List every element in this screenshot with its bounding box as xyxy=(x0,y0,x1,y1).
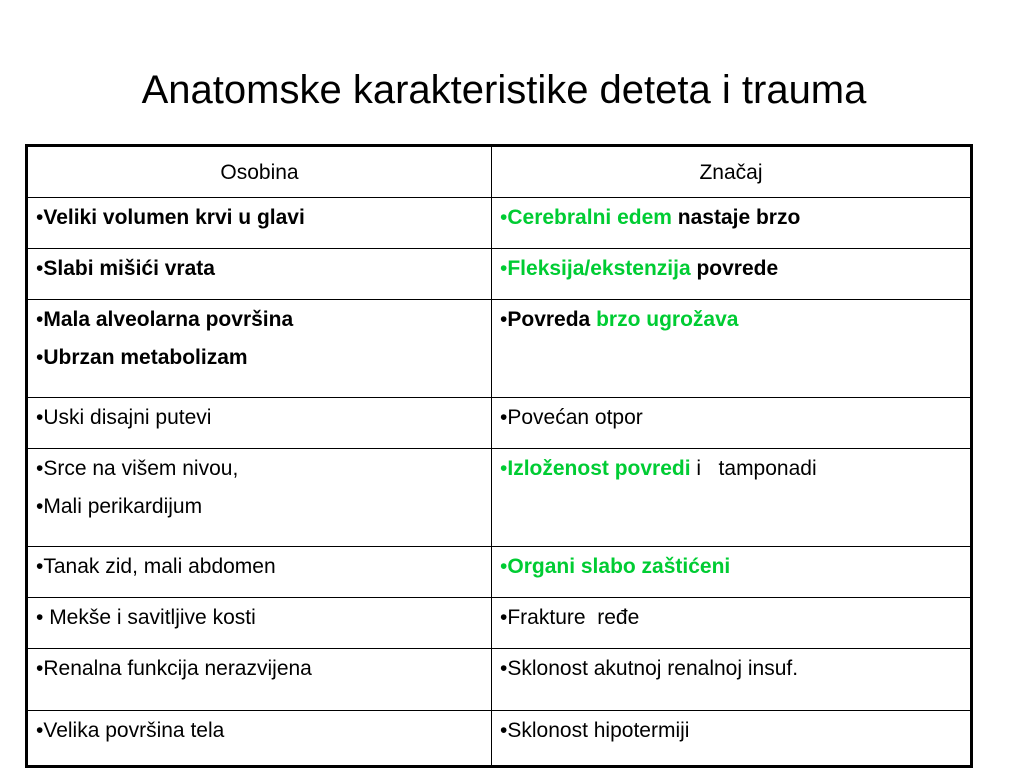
table-row xyxy=(27,649,972,711)
cell-text: Frakture ređe xyxy=(507,606,640,629)
cell-text: Uski disajni putevi xyxy=(43,406,212,429)
table-header-row xyxy=(27,146,972,198)
table-row xyxy=(27,249,972,300)
highlight-text: Organi slabo zaštićeni xyxy=(507,555,731,578)
table-row xyxy=(27,198,972,249)
table-body xyxy=(27,198,972,767)
bullet-line xyxy=(500,657,962,681)
cell-znacaj xyxy=(492,711,972,767)
bullet-line xyxy=(500,719,962,743)
table-row xyxy=(27,547,972,598)
highlight-text: Fleksija/ekstenzija xyxy=(507,257,691,280)
bullet-line xyxy=(36,308,483,332)
bullet-line xyxy=(36,457,483,481)
table-row xyxy=(27,449,972,547)
bullet-line xyxy=(36,495,483,519)
cell-text: Sklonost akutnoj renalnoj insuf. xyxy=(507,657,799,680)
highlight-text: brzo ugrožava xyxy=(596,308,739,331)
cell-znacaj xyxy=(492,547,972,598)
cell-osobina xyxy=(27,249,492,300)
bullet-glyph: • xyxy=(36,555,44,578)
cell-osobina xyxy=(27,711,492,767)
bullet-line xyxy=(36,406,483,430)
cell-znacaj xyxy=(492,649,972,711)
cell-text: Mala alveolarna površina xyxy=(43,308,294,331)
cell-znacaj xyxy=(492,198,972,249)
bullet-glyph: • xyxy=(500,406,508,429)
bullet-glyph: • xyxy=(500,308,508,331)
highlight-text: Cerebralni edem xyxy=(507,206,672,229)
bullet-glyph: • xyxy=(36,257,44,280)
bullet-line xyxy=(36,346,483,370)
bullet-line xyxy=(36,257,483,281)
bullet-glyph: • xyxy=(500,719,508,742)
cell-text: Sklonost hipotermiji xyxy=(507,719,690,742)
bullet-glyph: • xyxy=(500,555,508,578)
bullet-glyph: • xyxy=(500,606,508,629)
cell-znacaj xyxy=(492,598,972,649)
cell-text: Mali perikardijum xyxy=(43,495,203,518)
cell-text: Povreda xyxy=(507,308,597,331)
cell-text: Veliki volumen krvi u glavi xyxy=(43,206,305,229)
bullet-glyph: • xyxy=(36,308,44,331)
cell-text: Povećan otpor xyxy=(507,406,643,429)
bullet-glyph: • xyxy=(500,657,508,680)
header-osobina: Osobina xyxy=(27,146,492,198)
bullet-glyph: • xyxy=(36,495,44,518)
bullet-glyph: • xyxy=(36,206,44,229)
cell-osobina xyxy=(27,300,492,398)
cell-osobina xyxy=(27,198,492,249)
bullet-line xyxy=(500,606,962,630)
bullet-line xyxy=(500,457,962,481)
bullet-glyph: • xyxy=(36,657,44,680)
bullet-line xyxy=(500,257,962,281)
cell-text: Tanak zid, mali abdomen xyxy=(43,555,276,578)
bullet-glyph: • xyxy=(36,457,44,480)
cell-text: Srce na višem nivou, xyxy=(43,457,239,480)
header-znacaj: Značaj xyxy=(492,146,972,198)
bullet-glyph: • xyxy=(36,346,44,369)
bullet-glyph: • xyxy=(500,257,508,280)
bullet-glyph: • xyxy=(36,719,44,742)
cell-text: povrede xyxy=(690,257,779,280)
bullet-line xyxy=(500,555,962,579)
bullet-glyph: • xyxy=(36,406,44,429)
bullet-glyph: • xyxy=(36,606,44,629)
bullet-line xyxy=(36,606,483,630)
bullet-line xyxy=(36,206,483,230)
bullet-line xyxy=(36,657,483,681)
highlight-text: Izloženost povredi xyxy=(507,457,691,480)
cell-osobina xyxy=(27,449,492,547)
table-row xyxy=(27,398,972,449)
cell-text: Mekše i savitljive kosti xyxy=(43,606,256,629)
table-row xyxy=(27,598,972,649)
table-row xyxy=(27,300,972,398)
cell-osobina xyxy=(27,547,492,598)
bullet-line xyxy=(36,555,483,579)
bullet-line xyxy=(500,206,962,230)
bullet-line xyxy=(500,406,962,430)
slide-title: Anatomske karakteristike deteta i trauma xyxy=(141,68,867,112)
bullet-glyph: • xyxy=(500,206,508,229)
cell-text: Renalna funkcija nerazvijena xyxy=(43,657,312,680)
bullet-glyph: • xyxy=(500,457,508,480)
cell-text: i tamponadi xyxy=(690,457,817,480)
cell-text: Velika površina tela xyxy=(43,719,225,742)
cell-znacaj xyxy=(492,398,972,449)
cell-osobina xyxy=(27,398,492,449)
cell-text: nastaje brzo xyxy=(671,206,801,229)
cell-znacaj xyxy=(492,300,972,398)
cell-text: Ubrzan metabolizam xyxy=(43,346,248,369)
table-row xyxy=(27,711,972,767)
bullet-line xyxy=(36,719,483,743)
cell-osobina xyxy=(27,649,492,711)
characteristics-table xyxy=(25,144,973,768)
bullet-line xyxy=(500,308,962,332)
cell-znacaj xyxy=(492,249,972,300)
cell-osobina xyxy=(27,598,492,649)
cell-znacaj xyxy=(492,449,972,547)
cell-text: Slabi mišići vrata xyxy=(43,257,215,280)
